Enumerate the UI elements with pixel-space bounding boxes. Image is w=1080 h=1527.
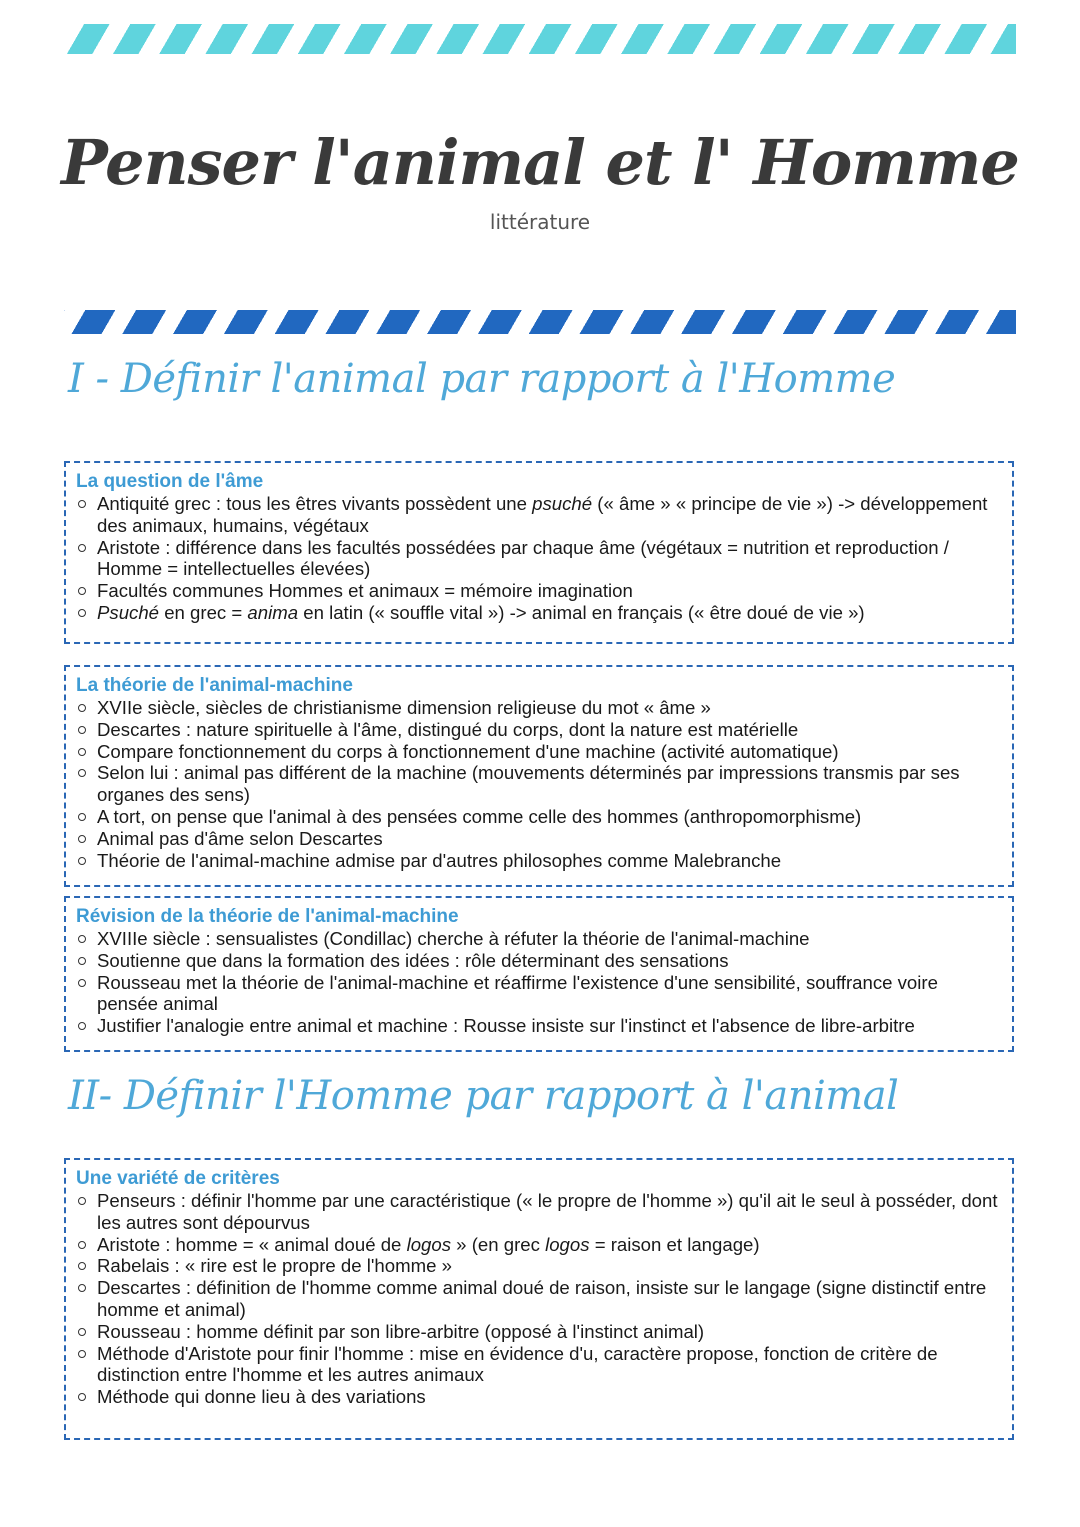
list-item: Psuché en grec = anima en latin (« souffle vital ») -> animal en français (« être doué de vie »): [76, 602, 998, 624]
bullet-list: [76, 697, 998, 871]
list-item: Animal pas d'âme selon Descartes: [76, 828, 998, 850]
list-item: Méthode d'Aristote pour finir l'homme : mise en évidence d'u, caractère propose, fonction de critère de distinction entre l'homme et les autres animaux: [76, 1343, 998, 1387]
bullet-list: [76, 1190, 998, 1408]
list-item: Théorie de l'animal-machine admise par d'autres philosophes comme Malebranche: [76, 850, 998, 872]
list-item: XVIIIe siècle : sensualistes (Condillac) cherche à réfuter la théorie de l'animal-machine: [76, 928, 998, 950]
list-item: Rousseau : homme définit par son libre-arbitre (opposé à l'instinct animal): [76, 1321, 998, 1343]
list-item: A tort, on pense que l'animal à des pensées comme celle des hommes (anthropomorphisme): [76, 806, 998, 828]
list-item: Compare fonctionnement du corps à fonctionnement d'une machine (activité automatique): [76, 741, 998, 763]
list-item: Selon lui : animal pas différent de la machine (mouvements déterminés par impressions transmis par ses organes des sens): [76, 762, 998, 806]
box-revision-animal-machine: [64, 896, 1014, 1052]
box-title: Une variété de critères: [76, 1168, 280, 1189]
top-decorative-stripe: [64, 24, 1016, 54]
list-item: XVIIe siècle, siècles de christianisme dimension religieuse du mot « âme »: [76, 697, 998, 719]
list-item: Méthode qui donne lieu à des variations: [76, 1386, 998, 1408]
list-item: Soutienne que dans la formation des idées : rôle déterminant des sensations: [76, 950, 998, 972]
list-item: Antiquité grec : tous les êtres vivants possèdent une psuché (« âme » « principe de vie ») -> développement des animaux, humains, végétaux: [76, 493, 998, 537]
box-question-ame: [64, 461, 1014, 644]
section-2-heading: II- Définir l'Homme par rapport à l'animal: [68, 1073, 899, 1119]
list-item: Aristote : homme = « animal doué de logos » (en grec logos = raison et langage): [76, 1234, 998, 1256]
box-variete-criteres: [64, 1158, 1014, 1440]
box-animal-machine: [64, 665, 1014, 887]
box-title: Révision de la théorie de l'animal-machine: [76, 906, 459, 927]
box-title: La théorie de l'animal-machine: [76, 675, 353, 696]
list-item: Aristote : différence dans les facultés possédées par chaque âme (végétaux = nutrition et reproduction / Homme = intellectuelles élevées): [76, 537, 998, 581]
bullet-list: [76, 928, 998, 1037]
list-item: Justifier l'analogie entre animal et machine : Rousse insiste sur l'instinct et l'absence de libre-arbitre: [76, 1015, 998, 1037]
list-item: Descartes : définition de l'homme comme animal doué de raison, insiste sur le langage (signe distinctif entre homme et animal): [76, 1277, 998, 1321]
box-title: La question de l'âme: [76, 471, 264, 492]
middle-decorative-stripe: [64, 310, 1016, 334]
list-item: Descartes : nature spirituelle à l'âme, distingué du corps, dont la nature est matérielle: [76, 719, 998, 741]
page-title: Penser l'animal et l' Homme: [61, 126, 1019, 199]
page-subtitle: littérature: [489, 210, 591, 234]
section-1-heading: I - Définir l'animal par rapport à l'Homme: [68, 356, 896, 402]
list-item: Rousseau met la théorie de l'animal-machine et réaffirme l'existence d'une sensibilité, souffrance voire pensée animal: [76, 972, 998, 1016]
list-item: Rabelais : « rire est le propre de l'homme »: [76, 1255, 998, 1277]
bullet-list: [76, 493, 998, 624]
list-item: Facultés communes Hommes et animaux = mémoire imagination: [76, 580, 998, 602]
list-item: Penseurs : définir l'homme par une caractéristique (« le propre de l'homme ») qu'il ait le seul à posséder, dont les autres sont dépourvus: [76, 1190, 998, 1234]
